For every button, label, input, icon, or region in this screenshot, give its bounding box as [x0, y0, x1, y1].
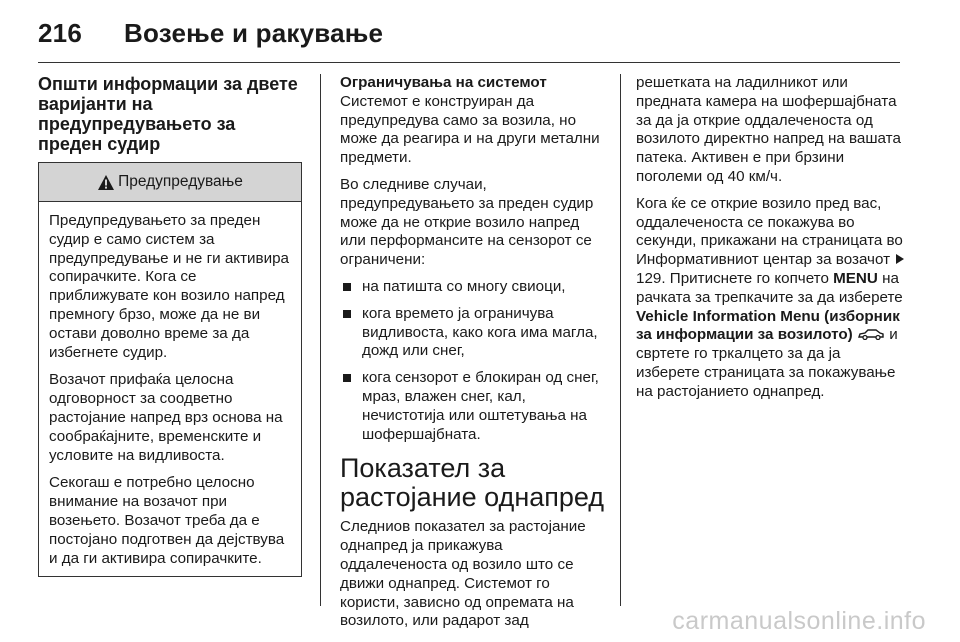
body-paragraph: Следниов показател за растојание однапред ја прикажува оддалеченоста од возило што се движи однапред. Системот го користи, зависно од опремата на возилото, или радарот зад — [340, 518, 586, 630]
body-paragraph: Системот е конструиран да предупредува само за возила, но може да реагира и на други метални предмети. — [340, 92, 600, 167]
bullet-icon — [343, 283, 351, 291]
page-header — [38, 18, 383, 49]
warning-paragraph: Секогаш е потребно целосно внимание на возачот при возењето. Возачот треба да е постојано подготвен да дејствува и да ги активира сопирачките. — [49, 474, 285, 567]
warning-paragraph: Предупредувањето за преден судир е само систем за предупредување и не ги активира сопирачките. Кога се приближувате кон возило напред премногу брзо, може да не ви остави доволно време за да избегнете судир. — [49, 212, 289, 361]
warning-triangle-icon — [97, 174, 115, 191]
section-title: Општи информации за двете варијанти на предупредувањето за преден судир — [38, 74, 298, 154]
list-item — [340, 278, 606, 297]
body-paragraph: решетката на ладилникот или предната камера на шофершајбната за да ја открие оддалеченоста од возилото директно напред на вашата патека. Активен е при брзини поголеми од 40 км/ч. — [636, 74, 901, 185]
menu-item-label: Vehicle Information Menu (изборник за информации за возилото) — [636, 307, 900, 344]
list-item — [340, 369, 606, 444]
chapter-title: Возење и ракување — [124, 18, 384, 48]
list-item-text: на патишта со многу свиоци, — [362, 277, 566, 295]
bullet-icon — [343, 310, 351, 318]
watermark: carmanualsonline.info — [672, 607, 926, 635]
warning-header — [39, 163, 301, 202]
column-1 — [38, 74, 302, 577]
column-divider — [620, 74, 621, 606]
page-number: 216 — [38, 18, 82, 48]
text-run: и свртете го тркалцето за да ја изберете страницата за покажување на растојанието однапред. — [636, 326, 898, 400]
bullet-icon — [343, 374, 351, 382]
page-reference[interactable]: 129 — [636, 269, 662, 287]
indicator-heading: Показател за растојание однапред — [340, 453, 605, 513]
conditions-list — [340, 278, 606, 444]
body-paragraph — [636, 195, 908, 402]
page-reference-icon — [896, 254, 904, 264]
list-item — [340, 305, 606, 361]
body-paragraph: Во следниве случаи, предупредувањето за преден судир може да не открие возило напред или перформансите на сензорот се ограничени: — [340, 175, 594, 269]
text-run: Кога ќе се открие возило пред вас, оддалеченоста се покажува во секунди, прикажани на страницата во Информативниот центар за возачот — [636, 194, 903, 269]
warning-box — [38, 162, 302, 577]
warning-paragraph: Возачот прифаќа целосна одговорност за соодветно растојание напред врз основа на сообраќајните, временските и условите на видливоста. — [49, 371, 283, 464]
text-run: на рачката за трепкачите за да изберете — [636, 269, 903, 306]
text-run: . Притиснете го копчето — [661, 269, 829, 287]
warning-title: Предупредување — [118, 172, 243, 190]
warning-body — [39, 202, 301, 576]
list-item-text: кога времето ја ограничува видливоста, како кога има магла, дожд или снег, — [362, 304, 598, 360]
header-rule — [38, 62, 900, 63]
limits-heading: Ограничувања на системот — [340, 74, 547, 91]
menu-key-label: MENU — [833, 269, 878, 287]
column-2 — [340, 74, 606, 639]
column-divider — [320, 74, 321, 606]
list-item-text: кога сензорот е блокиран од снег, мраз, влажен снег, кал, нечистотија или оштетувања на шофершајбната. — [362, 369, 599, 443]
column-3 — [636, 74, 908, 410]
car-icon — [857, 328, 885, 340]
